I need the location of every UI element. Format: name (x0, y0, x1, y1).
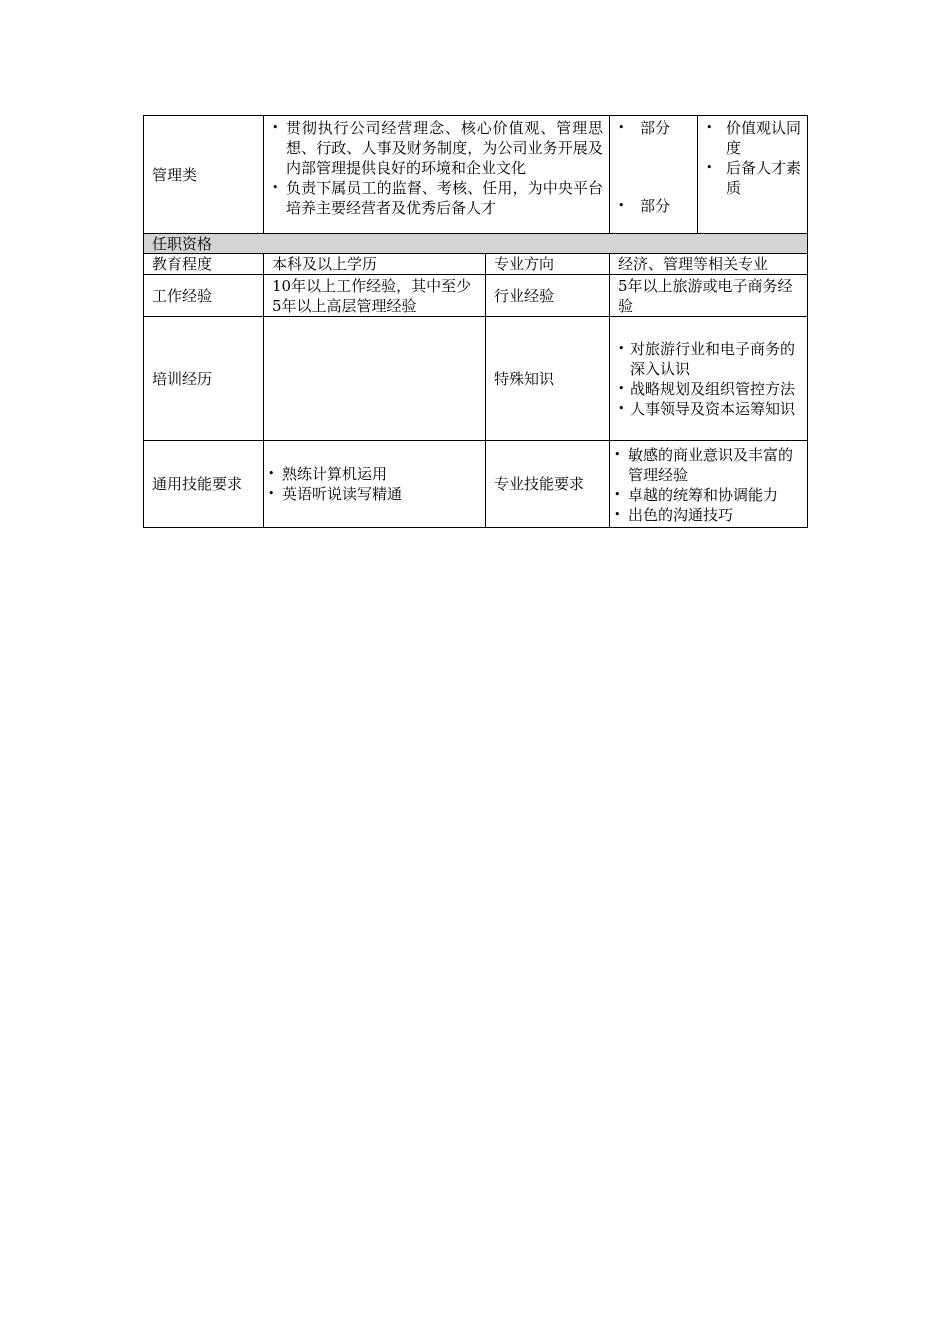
professional-skill-item: • 卓越的统筹和协调能力 (614, 485, 801, 505)
skills-row (144, 441, 808, 528)
education-label: 教育程度 (144, 254, 264, 275)
major-value: 经济、管理等相关专业 (610, 254, 808, 275)
general-skill-item: • 熟练计算机运用 (268, 464, 479, 484)
category-cell: 管理类 (144, 116, 264, 234)
authority-list (618, 118, 691, 216)
job-description-table (143, 115, 808, 528)
knowledge-item: • 人事领导及资本运筹知识 (618, 399, 801, 419)
professional-skill-item: • 出色的沟通技巧 (614, 505, 801, 525)
duties-list (272, 118, 603, 218)
duty-item: • 负责下属员工的监督、考核、任用，为中央平台培养主要经营者及优秀后备人才 (272, 178, 603, 218)
criteria-item: • 后备人才素质 (706, 158, 801, 198)
section-title: 任职资格 (144, 234, 808, 254)
knowledge-item: • 战略规划及组织管控方法 (618, 379, 801, 399)
work-exp-label: 工作经验 (144, 275, 264, 317)
special-knowledge-list (618, 339, 801, 419)
training-value (264, 317, 486, 441)
management-row (144, 116, 808, 234)
industry-exp-value: 5年以上旅游或电子商务经验 (610, 275, 808, 317)
professional-skills-list (614, 445, 801, 525)
criteria-item: • 价值观认同度 (706, 118, 801, 158)
special-knowledge-label: 特殊知识 (486, 317, 610, 441)
education-value: 本科及以上学历 (264, 254, 486, 275)
work-experience-row (144, 275, 808, 317)
duties-cell (264, 116, 610, 234)
qualifications-header-row (144, 234, 808, 254)
professional-skills-label: 专业技能要求 (486, 441, 610, 528)
knowledge-item: • 对旅游行业和电子商务的深入认识 (618, 339, 801, 379)
industry-exp-label: 行业经验 (486, 275, 610, 317)
professional-skills-cell (610, 441, 808, 528)
training-row (144, 317, 808, 441)
special-knowledge-cell (610, 317, 808, 441)
authority-item: • 部分 (618, 118, 691, 138)
criteria-list (706, 118, 801, 198)
general-skills-label: 通用技能要求 (144, 441, 264, 528)
authority-item: • 部分 (618, 196, 691, 216)
major-label: 专业方向 (486, 254, 610, 275)
general-skills-list (268, 464, 479, 504)
training-label: 培训经历 (144, 317, 264, 441)
work-exp-value: 10年以上工作经验，其中至少5年以上高层管理经验 (264, 275, 486, 317)
general-skills-cell (264, 441, 486, 528)
professional-skill-item: • 敏感的商业意识及丰富的管理经验 (614, 445, 801, 485)
duty-item: • 贯彻执行公司经营理念、核心价值观、管理思想、行政、人事及财务制度，为公司业务开展及内部管理提供良好的环境和企业文化 (272, 118, 603, 178)
criteria-cell (698, 116, 808, 234)
authority-cell (610, 116, 698, 234)
general-skill-item: • 英语听说读写精通 (268, 484, 479, 504)
education-row (144, 254, 808, 275)
